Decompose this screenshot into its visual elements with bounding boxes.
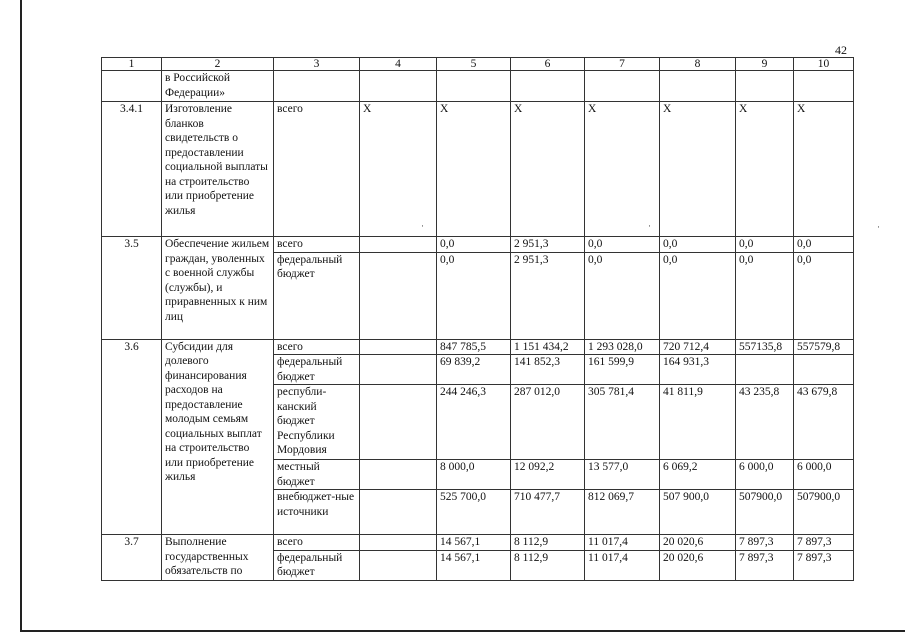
value-cell: 14 567,1 — [437, 535, 511, 551]
value-cell: 20 020,6 — [660, 535, 736, 551]
value-cell — [360, 535, 437, 551]
value-cell: 0,0 — [585, 252, 660, 339]
value-cell — [360, 355, 437, 385]
table-row — [102, 102, 854, 237]
value-cell: 507900,0 — [794, 490, 854, 535]
value-cell: 43 235,8 — [736, 385, 794, 460]
value-cell: Х — [660, 102, 736, 237]
value-cell: 11 017,4 — [585, 550, 660, 580]
value-cell: 2 951,3 — [511, 237, 585, 253]
item-name: Изготовление бланков свидетельств о предоставлении социальной выплаты на строительство или приобретение жилья — [162, 102, 274, 237]
value-cell: 0,0 — [794, 252, 854, 339]
value-cell: 12 092,2 — [511, 460, 585, 490]
value-cell — [794, 355, 854, 385]
value-cell: 287 012,0 — [511, 385, 585, 460]
value-cell: 7 897,3 — [794, 550, 854, 580]
header-cell: 7 — [585, 58, 660, 71]
value-cell: 0,0 — [437, 237, 511, 253]
item-number: 3.6 — [102, 339, 162, 535]
value-cell — [360, 237, 437, 253]
value-cell: 13 577,0 — [585, 460, 660, 490]
value-cell: 0,0 — [660, 252, 736, 339]
value-cell: 557135,8 — [736, 339, 794, 355]
item-number: 3.7 — [102, 535, 162, 581]
value-cell — [360, 252, 437, 339]
value-cell: 14 567,1 — [437, 550, 511, 580]
value-cell: 557579,8 — [794, 339, 854, 355]
table-row — [102, 71, 854, 102]
value-cell: Х — [360, 102, 437, 237]
funding-source: внебюджет-ные источники — [274, 490, 360, 535]
value-cell — [360, 385, 437, 460]
header-cell: 9 — [736, 58, 794, 71]
value-cell: 244 246,3 — [437, 385, 511, 460]
value-cell: 7 897,3 — [736, 535, 794, 551]
value-cell — [360, 490, 437, 535]
value-cell: 0,0 — [660, 237, 736, 253]
value-cell: 0,0 — [736, 252, 794, 339]
value-cell: 720 712,4 — [660, 339, 736, 355]
funding-source: федеральный бюджет — [274, 550, 360, 580]
item-name: Выполнение государственных обязательств по — [162, 535, 274, 581]
header-cell: 8 — [660, 58, 736, 71]
value-cell — [360, 460, 437, 490]
item-name: Обеспечение жильем граждан, уволенных с военной службы (службы), и приравненных к ним лиц — [162, 237, 274, 340]
funding-source: федеральный бюджет — [274, 355, 360, 385]
value-cell: 0,0 — [736, 237, 794, 253]
value-cell: 8 112,9 — [511, 550, 585, 580]
value-cell: 0,0 — [794, 237, 854, 253]
funding-source: всего — [274, 237, 360, 253]
value-cell: 43 679,8 — [794, 385, 854, 460]
value-cell: 164 931,3 — [660, 355, 736, 385]
page-number: 42 — [835, 43, 847, 57]
funding-source: местный бюджет — [274, 460, 360, 490]
scan-speck: · — [421, 221, 424, 231]
table-row — [102, 339, 854, 355]
value-cell: 6 069,2 — [660, 460, 736, 490]
value-cell: 710 477,7 — [511, 490, 585, 535]
header-cell: 2 — [162, 58, 274, 71]
value-cell: 69 839,2 — [437, 355, 511, 385]
scan-speck: · — [877, 222, 880, 232]
funding-source: всего — [274, 102, 360, 237]
value-cell: Х — [794, 102, 854, 237]
value-cell: 2 951,3 — [511, 252, 585, 339]
item-name: в Российской Федерации» — [162, 71, 274, 102]
header-cell: 6 — [511, 58, 585, 71]
value-cell: 161 599,9 — [585, 355, 660, 385]
scan-speck: · — [648, 221, 651, 231]
value-cell: 0,0 — [585, 237, 660, 253]
page-left-border — [20, 0, 22, 632]
funding-source: всего — [274, 535, 360, 551]
value-cell: 6 000,0 — [736, 460, 794, 490]
value-cell: 7 897,3 — [736, 550, 794, 580]
value-cell: 847 785,5 — [437, 339, 511, 355]
value-cell: 525 700,0 — [437, 490, 511, 535]
funding-source: всего — [274, 339, 360, 355]
value-cell: Х — [585, 102, 660, 237]
header-cell: 10 — [794, 58, 854, 71]
funding-source: республи-канский бюджет Республики Мордовия — [274, 385, 360, 460]
header-cell: 5 — [437, 58, 511, 71]
page-bottom-border — [20, 630, 905, 632]
value-cell: 8 112,9 — [511, 535, 585, 551]
value-cell: Х — [736, 102, 794, 237]
value-cell: 7 897,3 — [794, 535, 854, 551]
table-row — [102, 535, 854, 551]
table-row — [102, 237, 854, 253]
value-cell: 507 900,0 — [660, 490, 736, 535]
funding-source: федеральный бюджет — [274, 252, 360, 339]
value-cell — [736, 355, 794, 385]
value-cell: 20 020,6 — [660, 550, 736, 580]
header-cell: 3 — [274, 58, 360, 71]
item-number: 3.5 — [102, 237, 162, 340]
value-cell: 812 069,7 — [585, 490, 660, 535]
header-cell: 1 — [102, 58, 162, 71]
value-cell: 8 000,0 — [437, 460, 511, 490]
value-cell: 11 017,4 — [585, 535, 660, 551]
header-cell: 4 — [360, 58, 437, 71]
value-cell: 1 151 434,2 — [511, 339, 585, 355]
value-cell — [360, 550, 437, 580]
value-cell: 0,0 — [437, 252, 511, 339]
header-row — [102, 58, 854, 71]
value-cell: 305 781,4 — [585, 385, 660, 460]
value-cell: 141 852,3 — [511, 355, 585, 385]
value-cell: Х — [437, 102, 511, 237]
item-number: 3.4.1 — [102, 102, 162, 237]
value-cell — [360, 339, 437, 355]
value-cell: 507900,0 — [736, 490, 794, 535]
value-cell: 6 000,0 — [794, 460, 854, 490]
value-cell: 1 293 028,0 — [585, 339, 660, 355]
program-table — [101, 57, 854, 581]
value-cell: 41 811,9 — [660, 385, 736, 460]
value-cell: Х — [511, 102, 585, 237]
item-name: Субсидии для долевого финансирования расходов на предоставление молодым семьям социальных выплат на строительство или приобретение жилья — [162, 339, 274, 535]
